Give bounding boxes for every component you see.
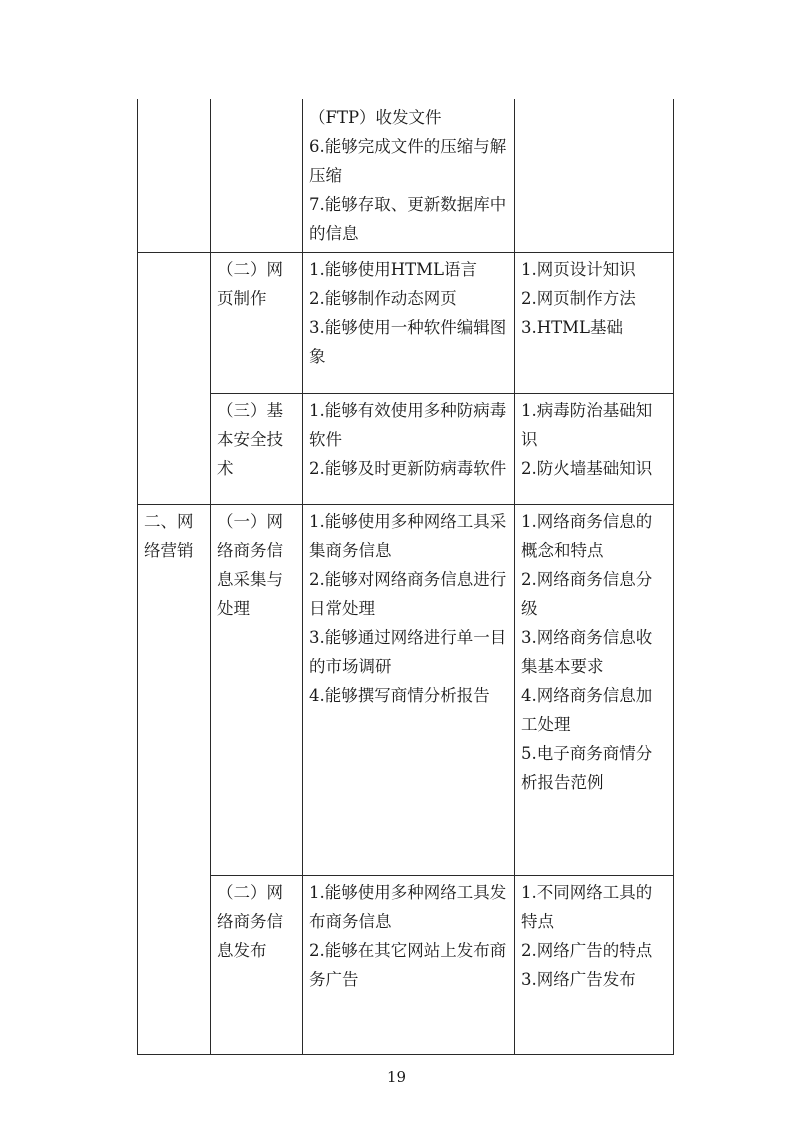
knowledge-item: 4.网络商务信息加工处理 xyxy=(521,686,653,734)
knowledge-item: 2.网络商务信息分级 xyxy=(521,570,653,618)
page-number: 19 xyxy=(386,1068,407,1086)
knowledge-item: 1.网络商务信息的概念和特点 xyxy=(521,512,653,560)
knowledge-cell xyxy=(515,505,674,876)
knowledge-item: 1.病毒防治基础知识 xyxy=(521,401,653,449)
knowledge-item: 2.网络广告的特点 xyxy=(521,941,653,960)
skills-table xyxy=(137,99,674,1055)
level2-cell xyxy=(211,99,303,253)
knowledge-cell xyxy=(515,99,674,253)
table-row xyxy=(138,394,674,505)
knowledge-cell xyxy=(515,394,674,505)
skill-item: 1.能够使用HTML语言 xyxy=(309,260,477,279)
skill-item: 1.能够使用多种网络工具采集商务信息 xyxy=(309,512,507,560)
skill-item: 2.能够及时更新防病毒软件 xyxy=(309,459,507,478)
knowledge-item: 1.不同网络工具的特点 xyxy=(521,883,653,931)
table-row xyxy=(138,876,674,1055)
skill-item: 7.能够存取、更新数据库中的信息 xyxy=(309,195,507,243)
knowledge-item: 3.网络广告发布 xyxy=(521,970,636,989)
level2-cell: （三）基本安全技术 xyxy=(211,394,303,505)
skill-item: 3.能够通过网络进行单一目的市场调研 xyxy=(309,628,507,676)
skill-item: 2.能够对网络商务信息进行日常处理 xyxy=(309,570,507,618)
knowledge-item: 2.防火墙基础知识 xyxy=(521,459,653,478)
table-row xyxy=(138,505,674,876)
skill-item: 1.能够有效使用多种防病毒软件 xyxy=(309,401,507,449)
level2-cell: （一）网络商务信息采集与处理 xyxy=(211,505,303,876)
skills-cell xyxy=(303,394,515,505)
level1-cell xyxy=(138,253,211,505)
table-row xyxy=(138,99,674,253)
skill-item: 2.能够制作动态网页 xyxy=(309,289,457,308)
knowledge-item: 5.电子商务商情分析报告范例 xyxy=(521,744,653,792)
skills-cell xyxy=(303,99,515,253)
skill-item: （FTP）收发文件 xyxy=(309,108,442,127)
knowledge-item: 3.网络商务信息收集基本要求 xyxy=(521,628,653,676)
knowledge-cell xyxy=(515,253,674,394)
skill-item: 2.能够在其它网站上发布商务广告 xyxy=(309,941,507,989)
skill-item: 1.能够使用多种网络工具发布商务信息 xyxy=(309,883,507,931)
table-row xyxy=(138,253,674,394)
level2-cell: （二）网络商务信息发布 xyxy=(211,876,303,1055)
level1-cell: 二、网络营销 xyxy=(138,505,211,1055)
knowledge-item: 3.HTML基础 xyxy=(521,318,623,337)
level2-cell: （二）网页制作 xyxy=(211,253,303,394)
skill-item: 4.能够撰写商情分析报告 xyxy=(309,686,490,705)
skill-item: 6.能够完成文件的压缩与解压缩 xyxy=(309,137,507,185)
knowledge-item: 2.网页制作方法 xyxy=(521,289,636,308)
knowledge-item: 1.网页设计知识 xyxy=(521,260,636,279)
skills-cell xyxy=(303,253,515,394)
level1-cell xyxy=(138,99,211,253)
skill-item: 3.能够使用一种软件编辑图象 xyxy=(309,318,507,366)
skills-cell xyxy=(303,876,515,1055)
knowledge-cell xyxy=(515,876,674,1055)
skills-cell xyxy=(303,505,515,876)
